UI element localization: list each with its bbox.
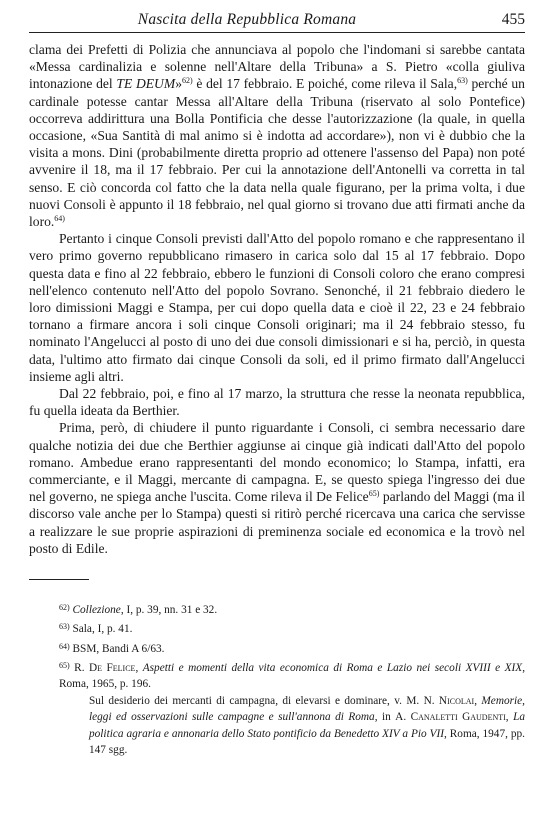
text-run: Dal 22 febbraio, poi, e fino al 17 marzo, la struttura che resse la neonata repubblica, fu quella ideata da Berthier.	[29, 386, 525, 419]
italic-text: Memorie, leggi ed osservazioni sulle campagne e sull'annona di Roma	[89, 695, 525, 724]
author-name: M. N. Nicolai	[406, 695, 475, 708]
running-title: Nascita della Repubblica Romana	[137, 11, 357, 28]
paragraph	[29, 41, 525, 230]
text-run: ,	[474, 695, 482, 708]
footnote-reference: 65)	[368, 489, 380, 499]
footnote-divider	[29, 579, 89, 580]
text-run: , in	[374, 711, 396, 724]
text-run: perché un cardinale potesse cantar Messa all'Altare della Tribuna (riservato al solo Pontefice) occorreva addirittura una Bolla Pontificia che desse l'autorizzazione (la quale, in quella occasione, «Sua Santità di mal animo si è indotta ad accordare»), non vi è dubbio che la visita a mons. Dini (probabilmente diretta proprio ad ottenere l'assenso del Papa) non poté avvenire il 18, ma il 17 febbraio. Per cui la annotazione dell'Antonelli va corretta in tal senso. E ciò concorda col fatto che la data nella quale figurano, per la prima volta, i due nuovi Consoli è appunto il 18 febbraio, nel qual giorno si trovano due atti firmati anche da loro.	[29, 76, 525, 230]
footnote-reference: 63)	[457, 76, 468, 86]
footnotes-section	[29, 602, 525, 758]
text-run: , I, p. 39, nn. 31 e 32.	[120, 604, 218, 617]
text-run: Pertanto i cinque Consoli previsti dall'Atto del popolo romano e che rappresentano il vero primo governo repubblicano rimasero in carica solo dal 15 al 17 febbraio. Dopo questa data e fino al 22 febbraio, ebbero le funzioni di Consoli coloro che erano compresi nell'elenco contenuto nell'Atto del popolo Sovrano. Senonché, il 21 febbraio diedero le loro dimissioni Maggi e Stampa, per cui dopo quella data e cioè il 22, 23 e 24 febbraio tornano a firmare ancora i soli cinque Consoli originari; ma il 24 febbraio stesso, fu nominato l'Angelucci al posto di uno dei due consoli dimissionari e si ha, perciò, in questa data, l'ultimo atto firmato dai cinque Consoli da soli, ed il primo firmato dall'Angelucci insieme agli altri.	[29, 231, 525, 384]
footnote-number: 65)	[59, 660, 70, 670]
text-run: BSM, Bandi A 6/63.	[72, 642, 165, 655]
footnote-number: 64)	[59, 641, 70, 651]
text-run: Sul desiderio dei mercanti di campagna, di elevarsi e dominare, v.	[89, 695, 407, 708]
footnote	[29, 660, 525, 758]
body-text	[29, 41, 525, 557]
text-run: è del 17 febbraio. E poiché, come rileva il Sala,	[192, 76, 458, 92]
footnote-reference: 62)	[182, 76, 193, 86]
text-run: clama dei Prefetti di Polizia che annunciava al popolo che l'indomani si sarebbe cantata «Messa cardinalizia e solenne nell'Altare della Tribuna» a S. Pietro «colla giuliva intonazione del	[29, 42, 525, 92]
footnote	[29, 602, 525, 618]
text-run: ,	[135, 661, 143, 674]
paragraph	[29, 230, 525, 385]
page-number: 455	[501, 11, 525, 28]
running-header	[29, 8, 525, 33]
italic-text: La politica agraria e annonaria dello Stato pontificio da Benedetto XIV a Pio VII	[89, 711, 525, 740]
author-name: A. Canaletti Gaudenti	[395, 711, 506, 724]
footnote-continuation	[59, 693, 525, 758]
book-page	[29, 8, 525, 761]
footnote-number: 63)	[59, 622, 70, 632]
paragraph	[29, 385, 525, 419]
author-name: R. De Felice	[74, 661, 136, 674]
text-run: parlando del Maggi (ma il discorso vale anche per lo Stampa) questi si ritirò perché ricercava una carica che servisse a realizzare le sue proprie aspirazioni di preminenza sociale ed economica e la trovò nel posto di Edile.	[29, 489, 526, 556]
text-run: Sala, I, p. 41.	[72, 623, 133, 636]
text-run: , Roma, 1947, pp. 147 sgg.	[89, 727, 525, 756]
italic-text: TE DEUM	[116, 76, 176, 92]
text-run: Prima, però, di chiudere il punto riguardante i Consoli, ci sembra necessario dare qualche notizia dei due che Berthier aggiunse ai cinque già indicati dall'Atto del popolo romano. Ambedue erano rappresentanti del mondo economico; lo Stampa, infatti, era commerciante, e il Maggi, mercante di campagna. E, se questo spiega l'ingresso dei due nel governo, ne spiega anche l'uscita. Come rileva il De Felice	[29, 420, 525, 505]
paragraph	[29, 419, 525, 557]
footnote	[29, 641, 525, 657]
footnote-number: 62)	[59, 603, 70, 613]
footnote	[29, 621, 525, 637]
italic-text: Aspetti e momenti della vita economica di Roma e Lazio nei secoli XVIII e XIX	[142, 661, 523, 674]
text-run: ,	[505, 711, 514, 724]
text-run: »	[175, 76, 182, 92]
footnote-reference: 64)	[54, 214, 65, 224]
text-run: , Roma, 1965, p. 196.	[59, 661, 526, 690]
italic-text: Collezione	[72, 604, 121, 617]
